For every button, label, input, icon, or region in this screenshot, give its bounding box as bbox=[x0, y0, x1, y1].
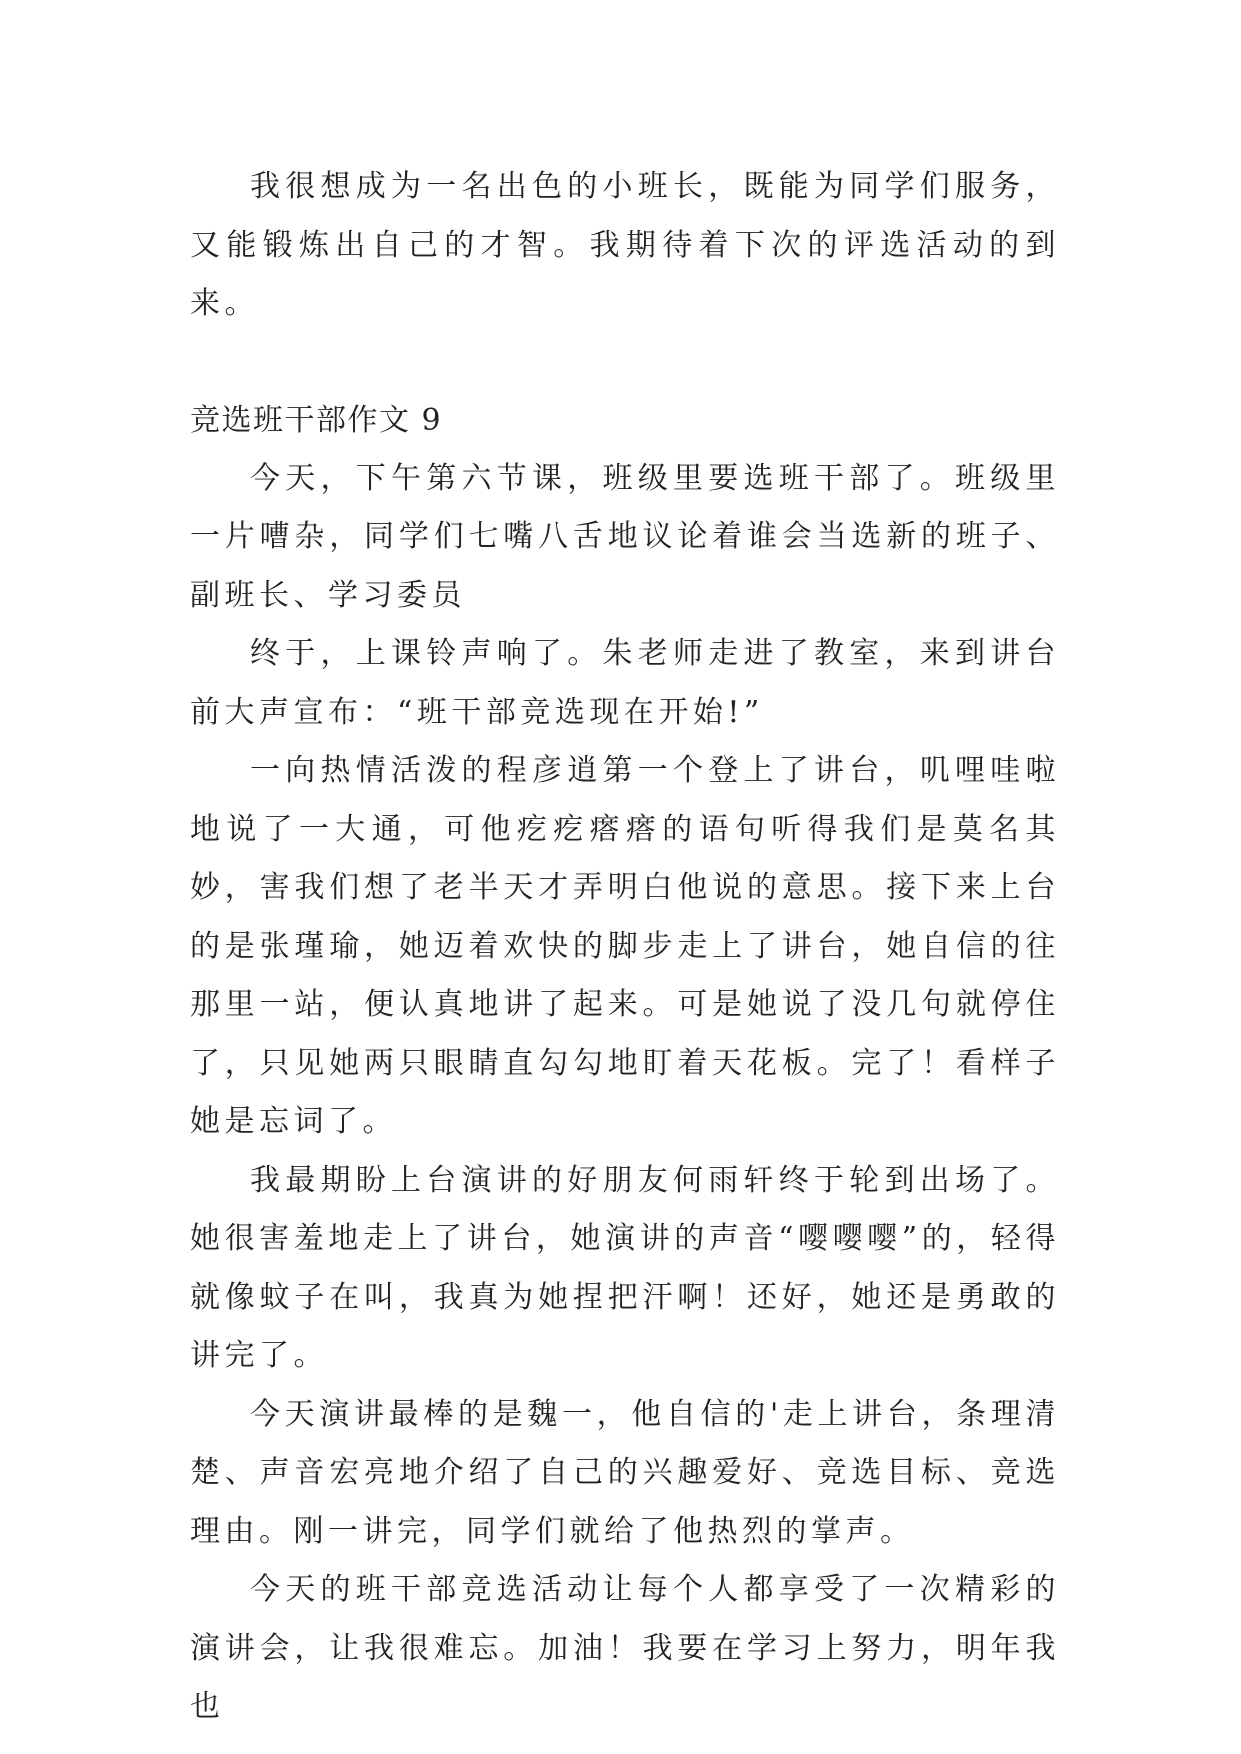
paragraph: 今天，下午第六节课，班级里要选班干部了。班级里一片嘈杂，同学们七嘴八舌地议论着谁会当选新的班子、副班长、学习委员 bbox=[190, 460, 1060, 613]
paragraph: 我最期盼上台演讲的好朋友何雨轩终于轮到出场了。她很害羞地走上了讲台，她演讲的声音“嘤嘤嘤”的，轻得就像蚊子在叫，我真为她捏把汗啊！还好，她还是勇敢的讲完了。 bbox=[190, 1162, 1060, 1373]
paragraph: 一向热情活泼的程彦逍第一个登上了讲台，叽哩哇啦地说了一大通，可他疙疙瘩瘩的语句听得我们是莫名其妙，害我们想了老半天才弄明白他说的意思。接下来上台的是张瑾瑜，她迈着欢快的脚步走上了讲台，她自信的往那里一站，便认真地讲了起来。可是她说了没几句就停住了，只见她两只眼睛直勾勾地盯着天花板。完了！看样子她是忘词了。 bbox=[190, 753, 1060, 1139]
paragraph: 今天演讲最棒的是魏一，他自信的'走上讲台，条理清楚、声音宏亮地介绍了自己的兴趣爱好、竞选目标、竞选理由。刚一讲完，同学们就给了他热烈的掌声。 bbox=[190, 1396, 1060, 1549]
intro-paragraph: 我很想成为一名出色的小班长，既能为同学们服务，又能锻炼出自己的才智。我期待着下次的评选活动的到来。 bbox=[190, 169, 1060, 321]
section-title: 竞选班干部作文 9 bbox=[190, 402, 443, 438]
paragraph: 今天的班干部竞选活动让每个人都享受了一次精彩的演讲会，让我很难忘。加油！我要在学习上努力，明年我也 bbox=[190, 1572, 1060, 1724]
paragraph: 终于，上课铃声响了。朱老师走进了教室，来到讲台前大声宣布：“班干部竞选现在开始!” bbox=[190, 636, 1060, 730]
document-body bbox=[190, 158, 1060, 1737]
